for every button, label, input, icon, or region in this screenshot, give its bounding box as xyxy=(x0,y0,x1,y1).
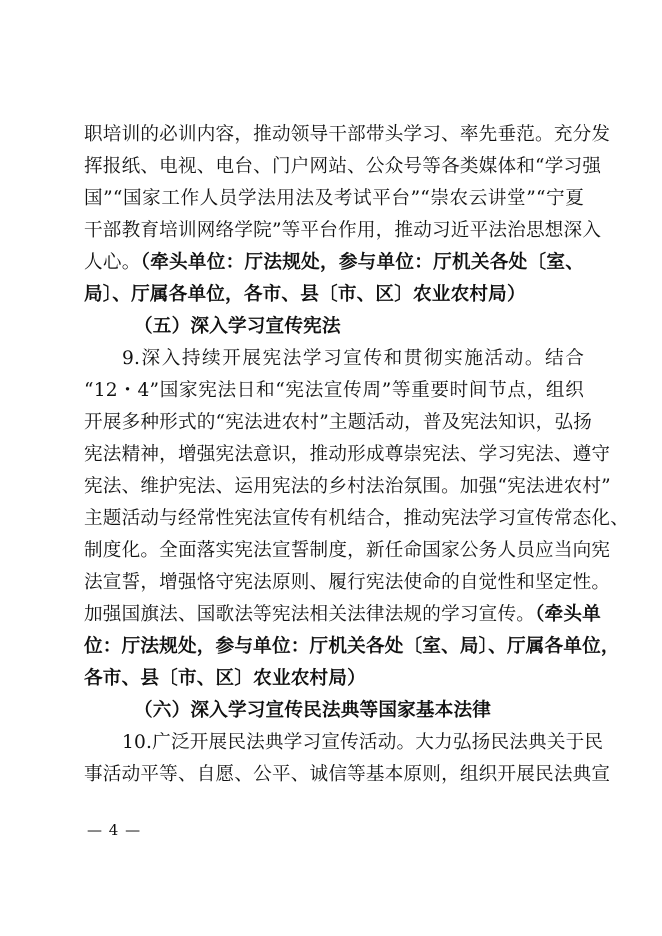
text-line: 法宣誓，增强恪守宪法原则、履行宪法使命的自觉性和坚定性。 xyxy=(84,572,611,593)
text-line: 各市、县〔市、区〕农业农村局） xyxy=(84,668,366,689)
text-line: 干部教育培训网络学院”等平台作用，推动习近平法治思想深入 xyxy=(84,220,602,241)
text-line: 宪法、维护宪法、运用宪法的乡村法治氛围。加强“宪法进农村” xyxy=(84,476,611,497)
text-line: 人心。（牵头单位：厅法规处，参与单位：厅机关各处〔室、 xyxy=(84,252,584,273)
text-line: 位：厅法规处，参与单位：厅机关各处〔室、局〕、厅属各单位， xyxy=(84,636,620,657)
text-line: 10.广泛开展民法典学习宣传活动。大力弘扬民法典关于民 xyxy=(122,732,604,753)
section-heading-6: （六）深入学习宣传民法典等国家基本法律 xyxy=(134,700,492,721)
section-heading-5: （五）深入学习宣传宪法 xyxy=(134,316,341,337)
text-line: 局〕、厅属各单位，各市、县〔市、区〕农业农村局） xyxy=(84,284,526,305)
text-line: “12・4”国家宪法日和“宪法宣传周”等重要时间节点，组织 xyxy=(84,380,584,401)
text-line: 事活动平等、自愿、公平、诚信等基本原则，组织开展民法典宣 xyxy=(84,764,611,785)
text-line: 宪法精神，增强宪法意识，推动形成尊崇宪法、学习宪法、遵守 xyxy=(84,444,611,465)
text-line: 挥报纸、电视、电台、门户网站、公众号等各类媒体和“学习强 xyxy=(84,156,602,177)
body-text xyxy=(84,119,630,791)
text-line: 9.深入持续开展宪法学习宣传和贯彻实施活动。结合 xyxy=(122,348,584,369)
text-line: 开展多种形式的“宪法进农村”主题活动，普及宪法知识，弘扬 xyxy=(84,412,593,433)
text-line: 国”“国家工作人员学法用法及考试平台”“崇农云讲堂”“宁夏 xyxy=(84,188,584,209)
responsible-units: （牵头单位：厅法规处，参与单位：厅机关各处〔室、 xyxy=(140,252,584,273)
text-line: 职培训的必训内容，推动领导干部带头学习、率先垂范。充分发 xyxy=(84,124,611,145)
page-number: — 4 — xyxy=(87,821,142,839)
text-line: 主题活动与经常性宪法宣传有机结合，推动宪法学习宣传常态化、 xyxy=(84,508,630,529)
responsible-units: （牵头单 xyxy=(535,604,601,625)
text-line: 制度化。全面落实宪法宣誓制度，新任命国家公务人员应当向宪 xyxy=(84,540,611,561)
text-line: 加强国旗法、国歌法等宪法相关法律法规的学习宣传。（牵头单 xyxy=(84,604,601,625)
